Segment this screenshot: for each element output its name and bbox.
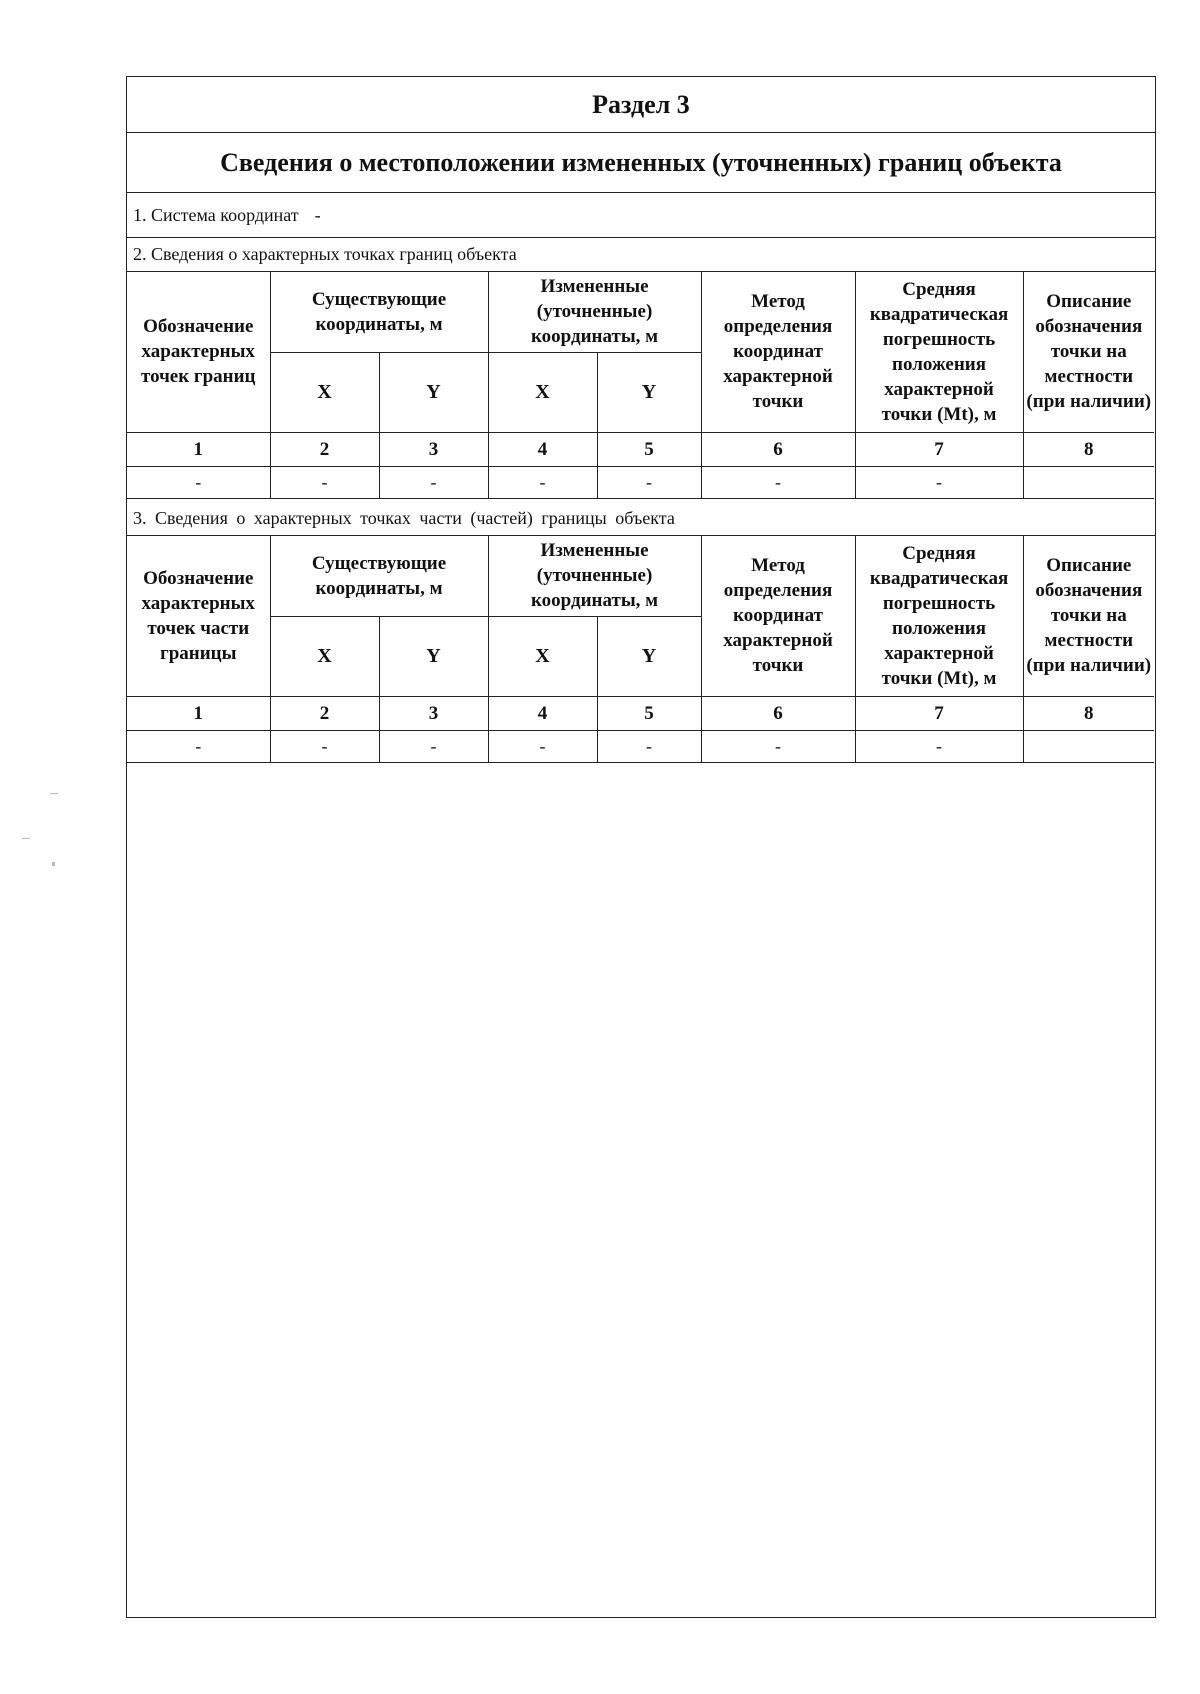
header-point-designation: Обозначение характерных точек границ [127, 272, 270, 432]
header-existing-y: Y [379, 616, 488, 696]
coordinate-system-row [127, 193, 1155, 238]
scan-speck [50, 793, 58, 794]
header-changed-coordinates: Измененные (уточненные) координаты, м [488, 536, 701, 616]
header-existing-coordinates: Существующие координаты, м [270, 536, 488, 616]
table-cell: - [701, 466, 855, 498]
header-method: Метод определения координат характерной точки [701, 536, 855, 696]
column-numbers-row [127, 432, 1154, 466]
scan-speck [52, 862, 55, 866]
column-number: 5 [597, 432, 701, 466]
table-cell: - [270, 730, 379, 762]
document-frame [126, 76, 1156, 1618]
column-number: 7 [855, 696, 1023, 730]
table-cell: - [855, 730, 1023, 762]
subsection3-heading: 3. Сведения о характерных точках части (частей) границы объекта [127, 502, 1155, 536]
header-mean-error: Средняя квадратическая погрешность положения характерной точки (Mt), м [855, 272, 1023, 432]
column-number: 8 [1023, 696, 1154, 730]
header-existing-coordinates: Существующие координаты, м [270, 272, 488, 352]
header-existing-x: X [270, 352, 379, 432]
coordinate-system-label: 1. Система координат [133, 204, 299, 225]
header-existing-x: X [270, 616, 379, 696]
column-numbers-row [127, 696, 1154, 730]
column-number: 5 [597, 696, 701, 730]
header-description: Описание обозначения точки на местности (при наличии) [1023, 272, 1154, 432]
column-number: 1 [127, 696, 270, 730]
table-cell: - [597, 466, 701, 498]
table-cell: - [597, 730, 701, 762]
table-cell: - [270, 466, 379, 498]
table-cell: - [379, 466, 488, 498]
column-number: 2 [270, 432, 379, 466]
column-number: 1 [127, 432, 270, 466]
table-cell: - [127, 466, 270, 498]
table-cell: - [488, 730, 597, 762]
table-row [127, 730, 1154, 762]
table-cell: - [127, 730, 270, 762]
header-changed-y: Y [597, 616, 701, 696]
table-row [127, 466, 1154, 498]
header-method: Метод определения координат характерной точки [701, 272, 855, 432]
header-changed-coordinates: Измененные (уточненные) координаты, м [488, 272, 701, 352]
boundary-part-points-table [127, 536, 1154, 763]
column-number: 2 [270, 696, 379, 730]
header-changed-x: X [488, 352, 597, 432]
table-cell [1023, 466, 1154, 498]
column-number: 8 [1023, 432, 1154, 466]
table-cell: - [488, 466, 597, 498]
header-changed-y: Y [597, 352, 701, 432]
table-cell: - [701, 730, 855, 762]
column-number: 6 [701, 432, 855, 466]
coordinate-system-value: - [314, 204, 321, 225]
section-label: Раздел 3 [127, 77, 1155, 133]
column-number: 6 [701, 696, 855, 730]
header-existing-y: Y [379, 352, 488, 432]
header-changed-x: X [488, 616, 597, 696]
page-title: Сведения о местоположении измененных (уточненных) границ объекта [127, 133, 1155, 193]
subsection2-heading: 2. Сведения о характерных точках границ объекта [127, 238, 1155, 272]
column-number: 3 [379, 696, 488, 730]
table-cell: - [379, 730, 488, 762]
column-number: 3 [379, 432, 488, 466]
column-number: 7 [855, 432, 1023, 466]
column-number: 4 [488, 432, 597, 466]
table-cell [1023, 730, 1154, 762]
column-number: 4 [488, 696, 597, 730]
scan-speck [22, 838, 30, 839]
header-description: Описание обозначения точки на местности (при наличии) [1023, 536, 1154, 696]
header-point-designation: Обозначение характерных точек части границы [127, 536, 270, 696]
boundary-points-table [127, 272, 1154, 499]
table-cell: - [855, 466, 1023, 498]
header-mean-error: Средняя квадратическая погрешность положения характерной точки (Mt), м [855, 536, 1023, 696]
